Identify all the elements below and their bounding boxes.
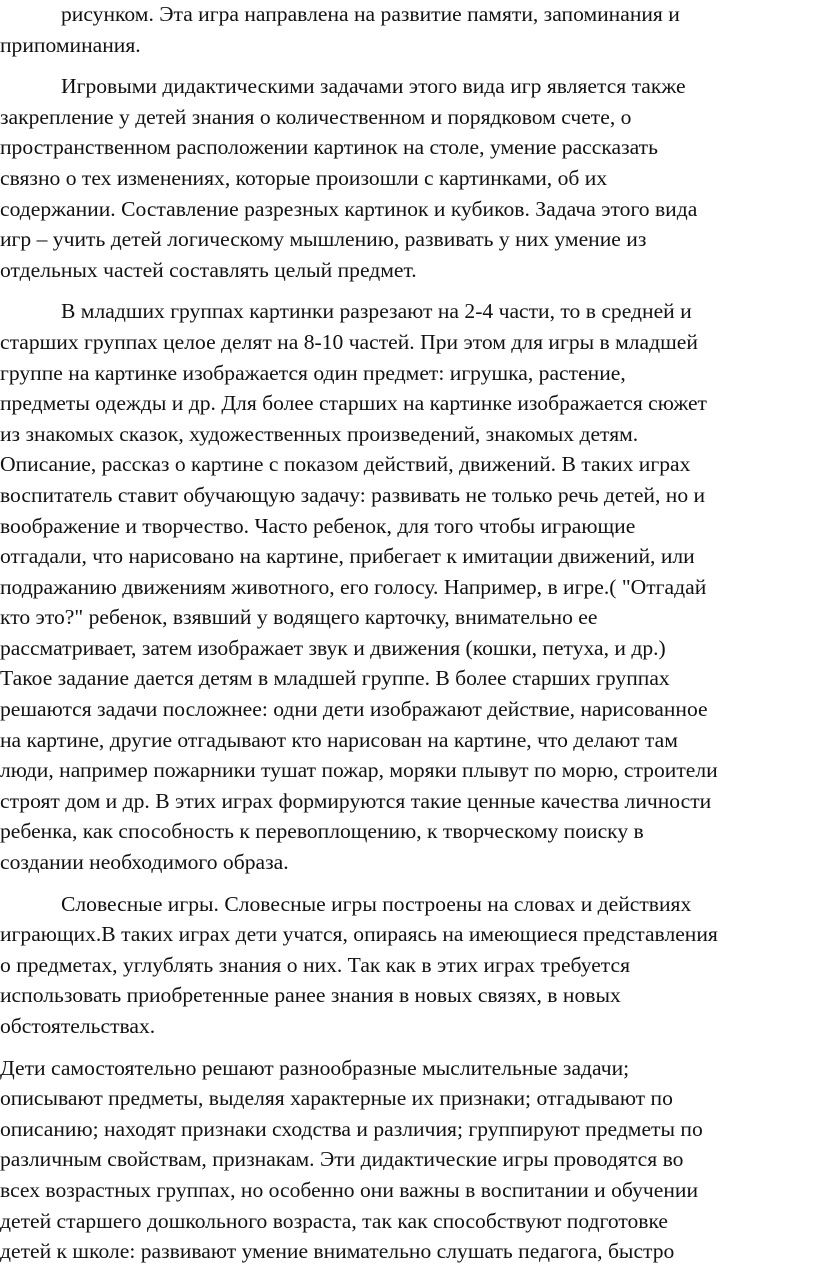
text-line: воспитатель ставит обучающую задачу: развивать не только речь детей, но и (0, 482, 706, 507)
text-line: кто это?" ребенок, взявший у водящего карточку, внимательно ее (0, 605, 598, 630)
text-line: ребенка, как способность к перевоплощению, к творческому поиску в (0, 819, 644, 844)
text-line: отгадали, что нарисовано на картине, прибегает к имитации движений, или (0, 544, 695, 569)
text-line: игр – учить детей логическому мышлению, развивать у них умение из (0, 227, 647, 252)
text-line: предметы одежды и др. Для более старших на картинке изображается сюжет (0, 391, 707, 416)
text-line: Словесные игры. Словесные игры построены на словах и действиях (61, 891, 692, 916)
text-line: содержании. Составление разрезных картинок и кубиков. Задача этого вида (0, 196, 698, 221)
text-line: связно о тех изменениях, которые произошли с картинками, об их (0, 165, 608, 190)
text-line: рассматривает, затем изображает звук и движения (кошки, петуха, и др.) (0, 635, 666, 660)
text-line: использовать приобретенные ранее знания в новых связях, в новых (0, 983, 621, 1008)
text-line: пространственном расположении картинок на столе, умение рассказать (0, 135, 658, 160)
text-line: закрепление у детей знания о количественном и порядковом счете, о (0, 104, 632, 129)
text-line: создании необходимого образа. (0, 850, 289, 875)
text-line: припоминания. (0, 32, 141, 57)
paragraph (0, 296, 816, 877)
text-line: о предметах, углублять знания о них. Так как в этих играх требуется (0, 952, 631, 977)
text-line: детей старшего дошкольного возраста, так как способствуют подготовке (0, 1208, 669, 1233)
text-line: описанию; находят признаки сходства и различия; группируют предметы по (0, 1116, 703, 1141)
text-line: В младших группах картинки разрезают на 2-4 части, то в средней и (61, 299, 692, 324)
paragraph (0, 1053, 816, 1267)
text-line: различным свойствам, признакам. Эти дидактические игры проводятся во (0, 1147, 684, 1172)
text-line: решаются задачи посложнее: одни дети изображают действие, нарисованное (0, 697, 708, 722)
text-line: обстоятельствах. (0, 1014, 156, 1038)
text-line: Описание, рассказ о картине с показом действий, движений. В таких играх (0, 452, 691, 477)
text-line: люди, например пожарники тушат пожар, моряки плывут по морю, строители (0, 758, 718, 783)
text-line: отдельных частей составлять целый предмет. (0, 257, 417, 282)
paragraph (0, 0, 816, 60)
text-line: Такое задание дается детям в младшей группе. В более старших группах (0, 666, 670, 691)
text-line: детей к школе: развивают умение внимательно слушать педагога, быстро (0, 1239, 675, 1264)
text-line: подражанию движениям животного, его голосу. Например, в игре.( "Отгадай (0, 574, 707, 599)
text-line: рисунком. Эта игра направлена на развитие памяти, запоминания и (61, 2, 680, 26)
text-line: Дети самостоятельно решают разнообразные мыслительные задачи; (0, 1055, 630, 1080)
text-line: описывают предметы, выделяя характерные их признаки; отгадывают по (0, 1086, 673, 1111)
text-line: на картине, другие отгадывают кто нарисован на картине, что делают там (0, 727, 678, 752)
text-line: старших группах целое делят на 8-10 частей. При этом для игры в младшей (0, 329, 698, 354)
text-line: группе на картинке изображается один предмет: игрушка, растение, (0, 360, 626, 385)
text-line: всех возрастных группах, но особенно они важны в воспитании и обучении (0, 1177, 699, 1202)
text-line: играющих.В таких играх дети учатся, опираясь на имеющиеся представления (0, 922, 718, 947)
paragraph (0, 71, 816, 285)
text-line: из знакомых сказок, художественных произведений, знакомых детям. (0, 421, 639, 446)
paragraph (0, 889, 816, 1042)
text-line: воображение и творчество. Часто ребенок, для того чтобы играющие (0, 513, 636, 538)
text-line: Игровыми дидактическими задачами этого вида игр является также (61, 74, 686, 99)
text-line: строят дом и др. В этих играх формируются такие ценные качества личности (0, 788, 712, 813)
